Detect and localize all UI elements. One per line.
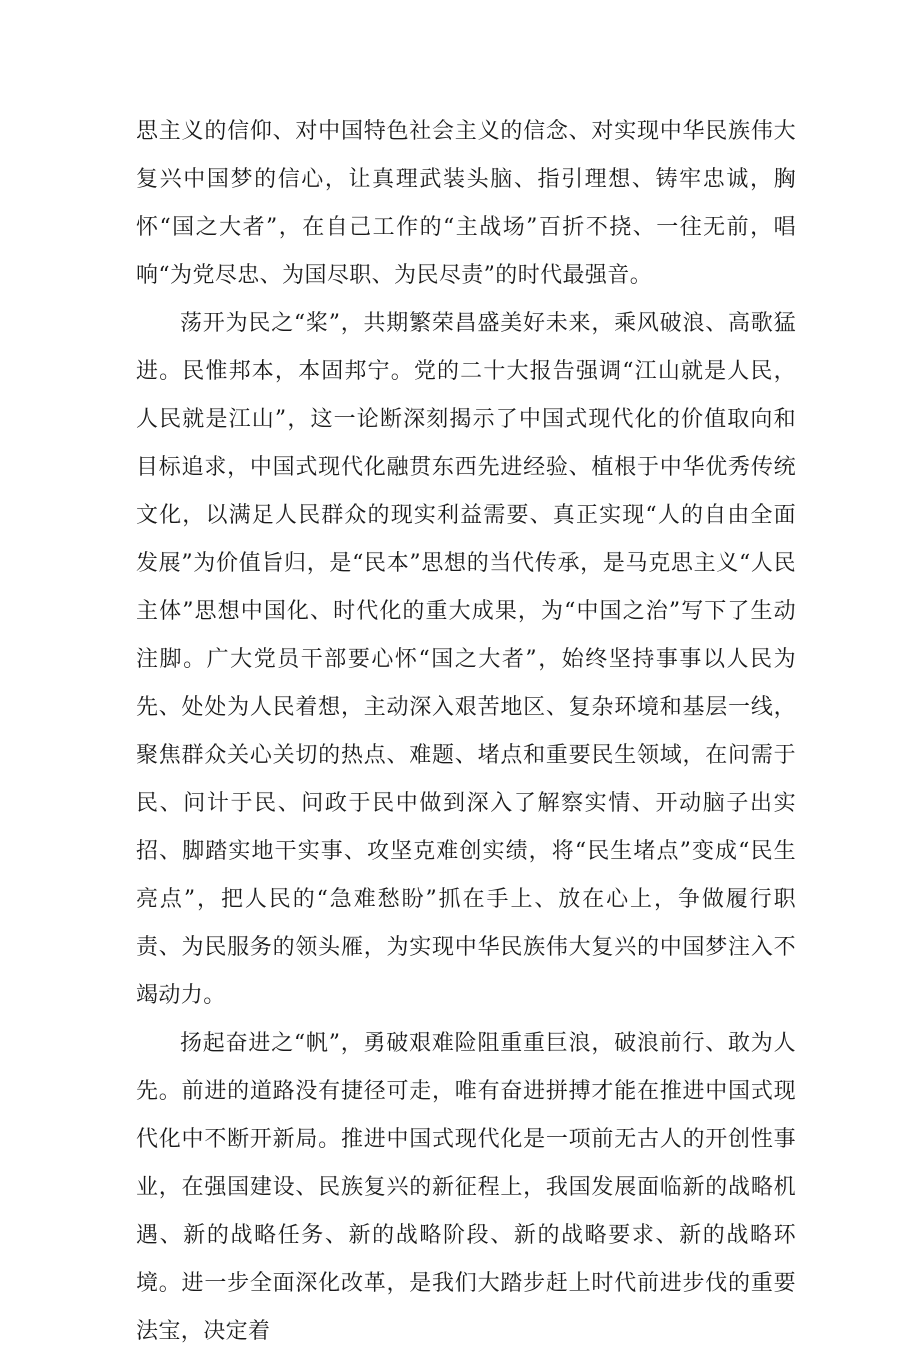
paragraph-oar: 荡开为民之“桨”，共期繁荣昌盛美好未来，乘风破浪、高歌猛进。民惟邦本，本固邦宁。党的二十大报告强调“江山就是人民，人民就是江山”，这一论断深刻揭示了中国式现代化的价值取向和目标追求，中国式现代化融贯东西先进经验、植根于中华优秀传统文化，以满足人民群众的现实利益需要、真正实现“人的自由全面发展”为价值旨归，是“民本”思想的当代传承，是马克思主义“人民主体”思想中国化、时代化的重大成果，为“中国之治”写下了生动注脚。广大党员干部要心怀“国之大者”，始终坚持事事以人民为先、处处为人民着想，主动深入艰苦地区、复杂环境和基层一线，聚焦群众关心关切的热点、难题、堵点和重要民生领域，在问需于民、问计于民、问政于民中做到深入了解察实情、开动脑子出实招、脚踏实地干实事、攻坚克难创实绩，将“民生堵点”变成“民生亮点”，把人民的“急难愁盼”抓在手上、放在心上，争做履行职责、为民服务的领头雁，为实现中华民族伟大复兴的中国梦注入不竭动力。 bbox=[136, 311, 796, 1008]
paragraph-sail: 扬起奋进之“帆”，勇破艰难险阻重重巨浪，破浪前行、敢为人先。前进的道路没有捷径可走，唯有奋进拼搏才能在推进中国式现代化中不断开新局。推进中国式现代化是一项前无古人的开创性事业，在强国建设、民族复兴的新征程上，我国发展面临新的战略机遇、新的战略任务、新的战略阶段、新的战略要求、新的战略环境。进一步全面深化改革，是我们大踏步赶上时代前进步伐的重要法宝，决定着 bbox=[136, 1031, 796, 1344]
paragraph-continued: 思主义的信仰、对中国特色社会主义的信念、对实现中华民族伟大复兴中国梦的信心，让真理武装头脑、指引理想、铸牢忠诚，胸怀“国之大者”，在自己工作的“主战场”百折不挠、一往无前，唱响“为党尽忠、为国尽职、为民尽责”的时代最强音。 bbox=[136, 119, 796, 288]
article-body bbox=[136, 108, 796, 1356]
